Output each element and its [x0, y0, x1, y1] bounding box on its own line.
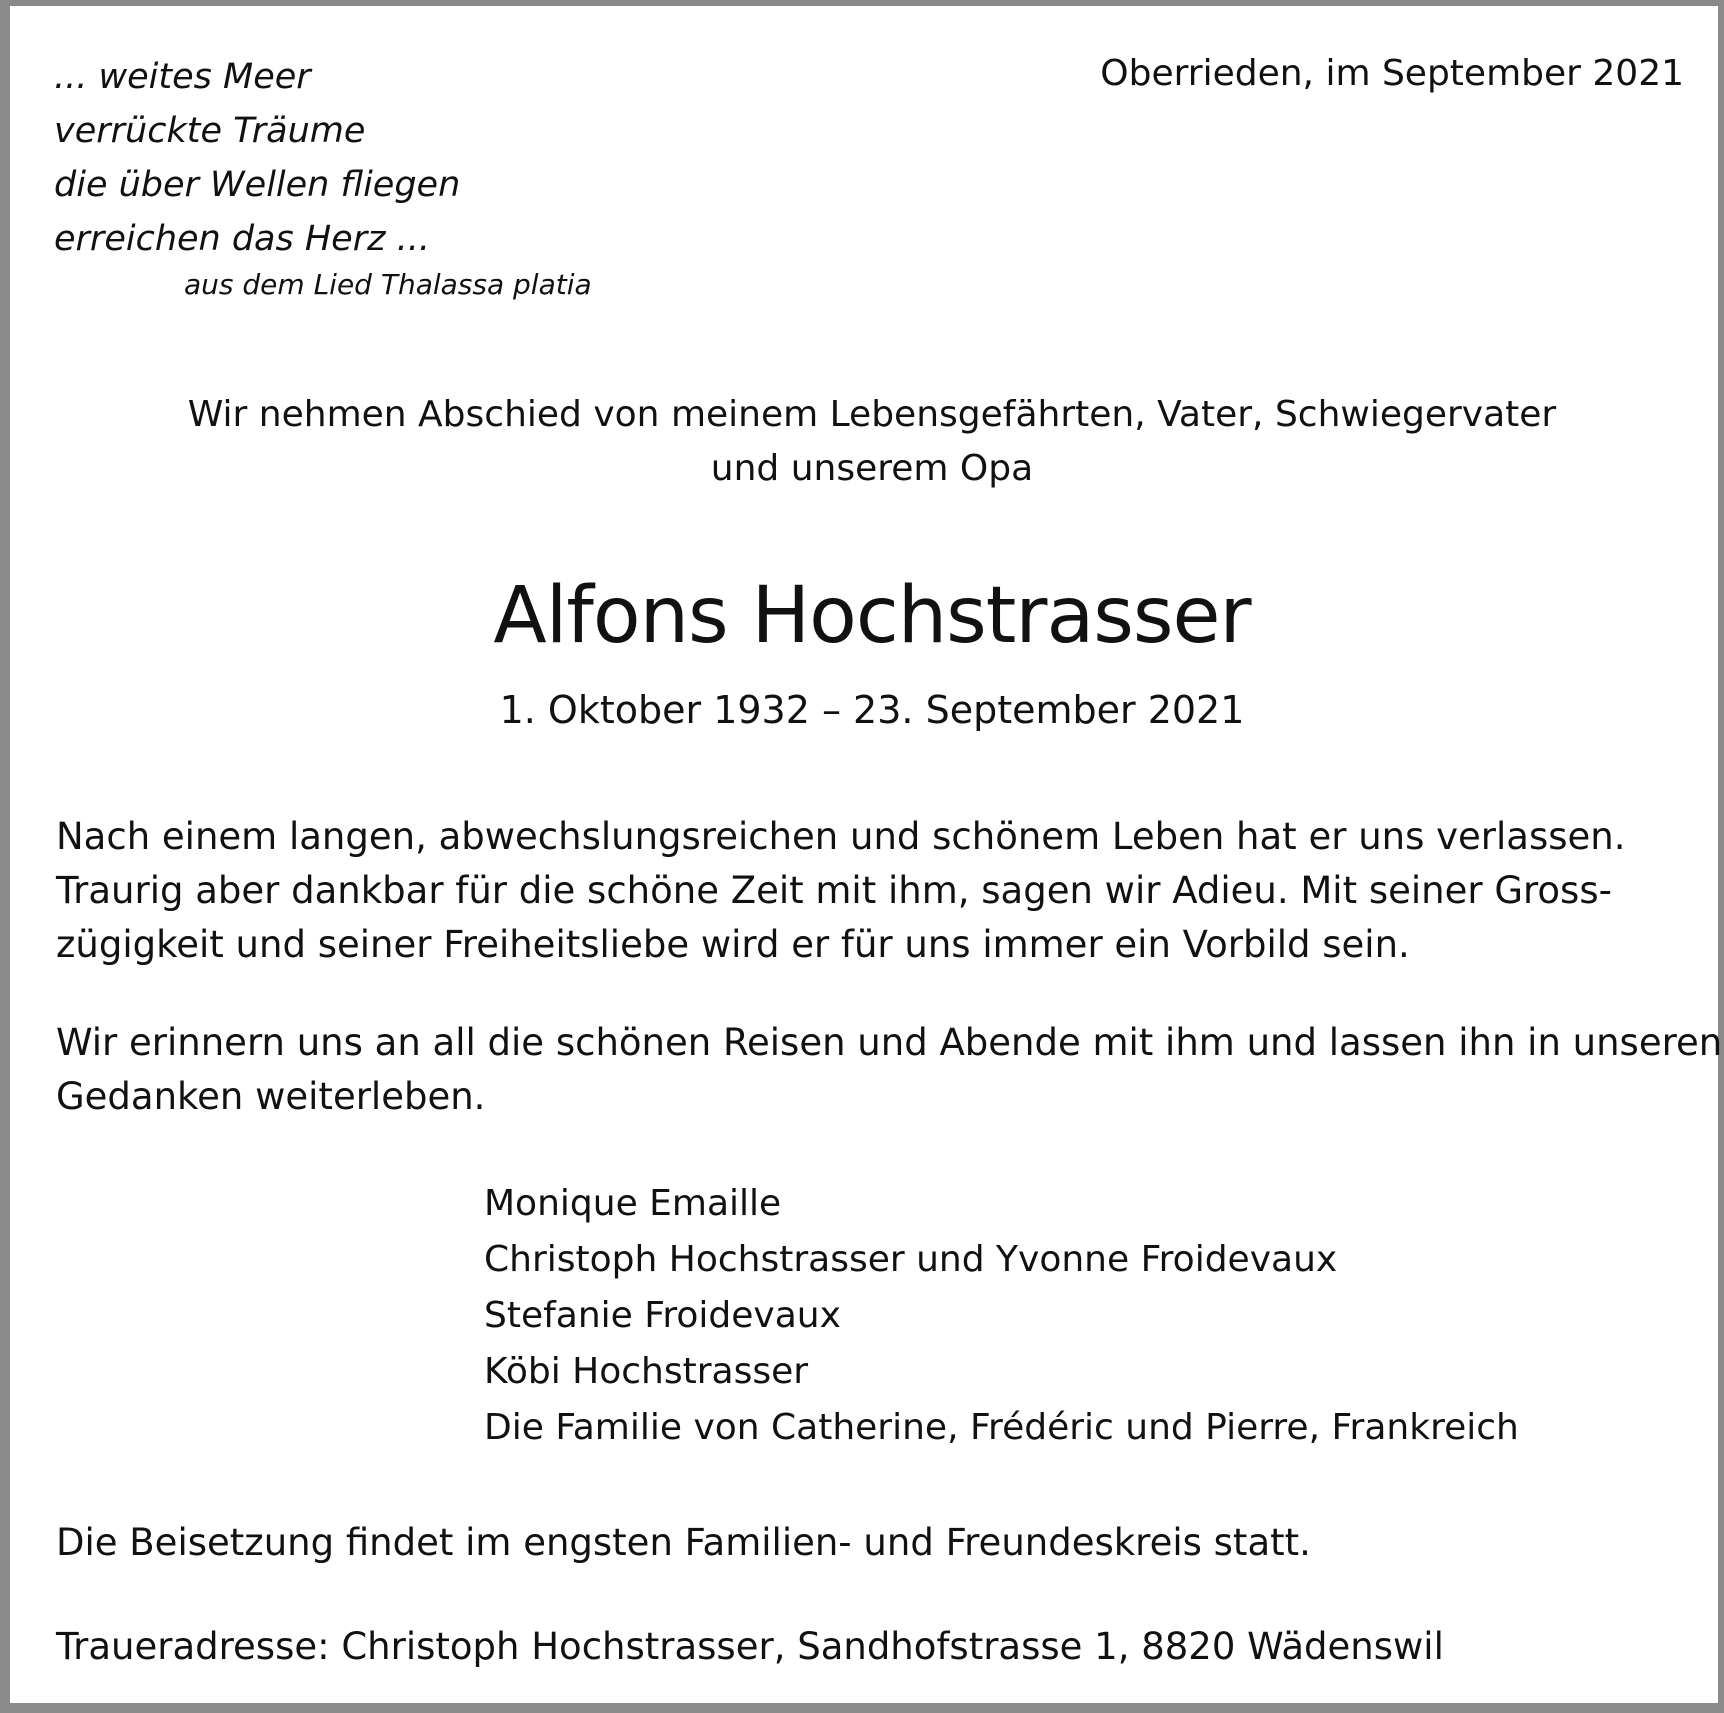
poem-source: aus dem Lied Thalassa platia	[184, 268, 592, 301]
deceased-name: Alfons Hochstrasser	[493, 571, 1251, 661]
poem	[54, 50, 460, 266]
intro-line: und unserem Opa	[710, 448, 1034, 489]
signatory: Köbi Hochstrasser	[484, 1351, 809, 1392]
signatory: Die Familie von Catherine, Frédéric und Pierre, Frankreich	[484, 1407, 1519, 1448]
paragraph-line: Traurig aber dankbar für die schöne Zeit mit ihm, sagen wir Adieu. Mit seiner Gross-	[56, 869, 1612, 912]
place-date: Oberrieden, im September 2021	[1100, 53, 1684, 94]
paragraph-line: Wir erinnern uns an all die schönen Reisen und Abende mit ihm und lassen ihn in unseren	[56, 1021, 1723, 1064]
paragraph-line: Gedanken weiterleben.	[56, 1075, 486, 1118]
intro-line: Wir nehmen Abschied von meinem Lebensgefährten, Vater, Schwiegervater	[187, 394, 1557, 435]
life-dates: 1. Oktober 1932 – 23. September 2021	[499, 688, 1245, 732]
poem-line: erreichen das Herz ...	[54, 219, 430, 259]
poem-line: die über Wellen fliegen	[54, 165, 461, 205]
signatory: Christoph Hochstrasser und Yvonne Froidevaux	[484, 1239, 1338, 1280]
paragraph-tribute	[56, 810, 1625, 972]
mourning-address: Traueradresse: Christoph Hochstrasser, Sandhofstrasse 1, 8820 Wädenswil	[56, 1625, 1444, 1668]
signatories-list	[484, 1176, 1519, 1456]
signatory: Monique Emaille	[484, 1183, 782, 1224]
farewell-intro	[10, 388, 1724, 496]
signatory: Stefanie Froidevaux	[484, 1295, 841, 1336]
poem-line: verrückte Träume	[54, 111, 366, 151]
funeral-note: Die Beisetzung findet im engsten Familien- und Freundeskreis statt.	[56, 1521, 1311, 1564]
paragraph-memories	[56, 1016, 1722, 1124]
paragraph-line: Nach einem langen, abwechslungsreichen und schönem Leben hat er uns verlassen.	[56, 815, 1626, 858]
poem-line: ... weites Meer	[54, 57, 311, 97]
paragraph-line: zügigkeit und seiner Freiheitsliebe wird er für uns immer ein Vorbild sein.	[56, 923, 1410, 966]
